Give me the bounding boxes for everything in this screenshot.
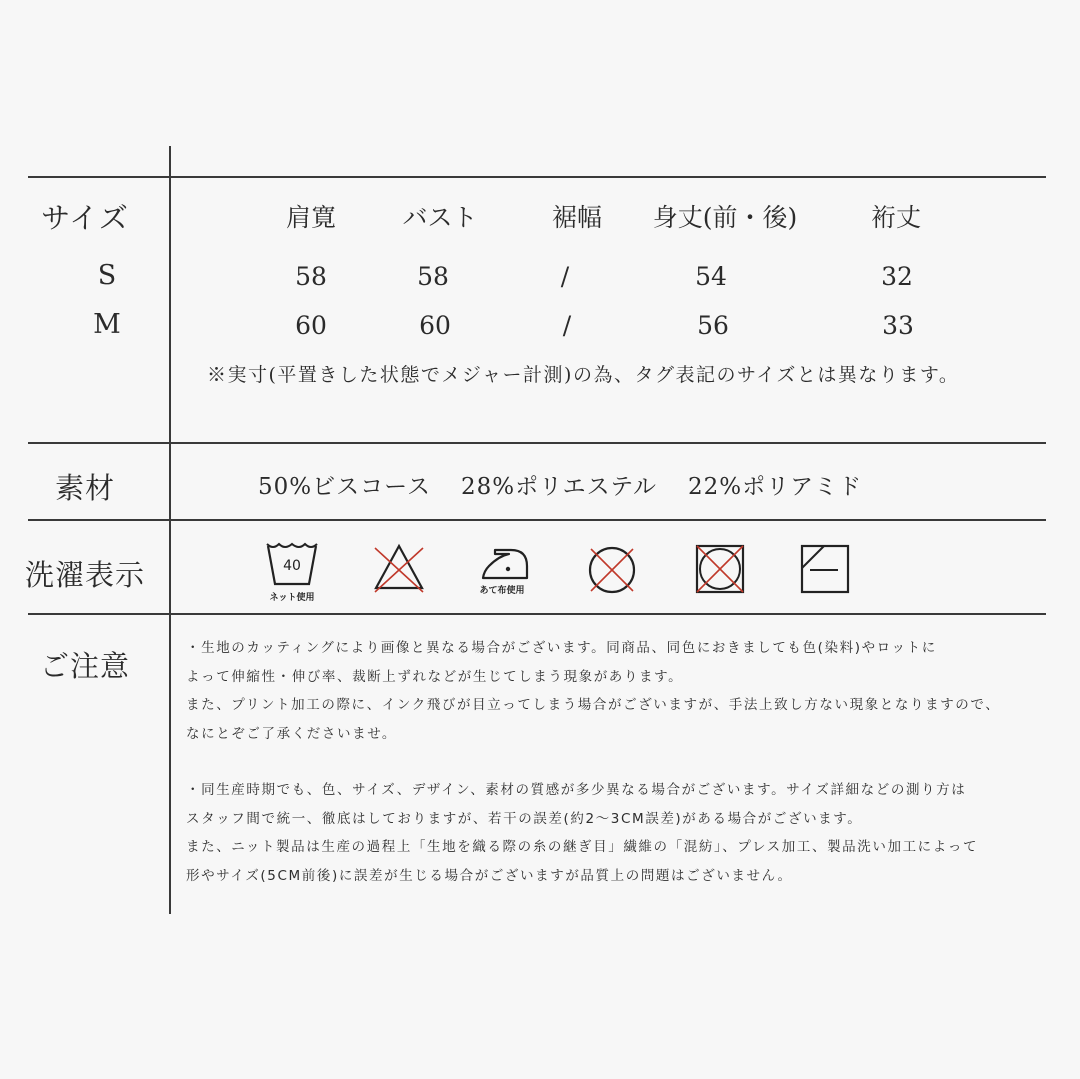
note-line: よって伸縮性・伸び率、裁断上ずれなどが生じてしまう現象があります。 — [186, 668, 684, 685]
note-line: ・生地のカッティングにより画像と異なる場合がございます。同商品、同色におきましても色(染料)やロットに — [186, 640, 937, 656]
table-cell: 32 — [881, 262, 913, 291]
column-header-shoulder: 肩寛 — [285, 203, 337, 232]
care-section-rule — [28, 613, 1046, 615]
note-line: ・同生産時期でも、色、サイズ、デザイン、素材の質感が多少異なる場合がございます。サイズ詳細などの測り方は — [186, 782, 967, 798]
table-cell: 60 — [295, 311, 327, 340]
size-row-label-s: S — [97, 260, 117, 291]
table-cell: 54 — [695, 262, 727, 291]
care-section-label: 洗濯表示 — [24, 558, 145, 592]
notes-paragraph-2 — [186, 776, 978, 890]
size-row-label-m: M — [93, 309, 121, 340]
material-item: 22%ポリアミド — [688, 474, 863, 500]
note-line: スタッフ間で統一、徹底はしておりますが、若干の誤差(約2～3CM誤差)がある場合がございます。 — [186, 810, 863, 827]
no-dry-clean-icon — [693, 540, 747, 602]
column-header-length: 身丈(前・後) — [652, 203, 798, 232]
iron-caption: あて布使用 — [479, 586, 525, 596]
wash-caption: ネット使用 — [269, 593, 315, 603]
table-cell: 33 — [882, 311, 914, 340]
size-section-label: サイズ — [41, 201, 129, 235]
table-cell: / — [560, 262, 570, 291]
note-line: なにとぞご了承くださいませ。 — [186, 725, 397, 742]
note-line: また、プリント加工の際に、インク飛びが目立ってしまう場合がございますが、手法上致し方ない現象となりますので、 — [186, 697, 1001, 714]
line-dry-shade-icon — [798, 540, 852, 602]
material-item: 28%ポリエステル — [461, 474, 658, 500]
measurement-note: ※実寸(平置きした状態でメジャー計測)の為、タグ表記のサイズとは異なります。 — [207, 364, 960, 386]
note-line: また、ニット製品は生産の過程上「生地を織る際の糸の継ぎ目」繊維の「混紡」、プレス加工、製品洗い加工によって — [186, 839, 979, 856]
column-header-hem: 裾幅 — [551, 203, 603, 232]
table-top-rule — [28, 176, 1046, 178]
section-divider-vertical — [169, 146, 171, 914]
notes-section-label: ご注意 — [39, 649, 130, 683]
table-cell: 60 — [419, 311, 451, 340]
column-header-sleeve: 裄丈 — [870, 203, 922, 232]
size-section-rule — [28, 442, 1046, 444]
table-cell: 56 — [697, 311, 729, 340]
column-header-bust: バスト — [402, 203, 478, 232]
material-section-label: 素材 — [54, 471, 115, 505]
table-cell: 58 — [295, 262, 327, 291]
material-section-rule — [28, 519, 1046, 521]
table-cell: 58 — [417, 262, 449, 291]
wash-tub-40-icon — [265, 540, 319, 602]
material-item: 50%ビスコース — [258, 474, 431, 500]
notes-paragraph-1 — [186, 634, 1000, 748]
svg-text:40: 40 — [283, 558, 301, 574]
table-cell: / — [562, 311, 572, 340]
iron-low-icon — [475, 540, 529, 602]
note-line: 形やサイズ(5CM前後)に誤差が生じる場合がございますが品質上の問題はございません。 — [186, 867, 793, 884]
no-bleach-icon — [372, 540, 426, 602]
no-tumble-dry-icon — [585, 540, 639, 602]
